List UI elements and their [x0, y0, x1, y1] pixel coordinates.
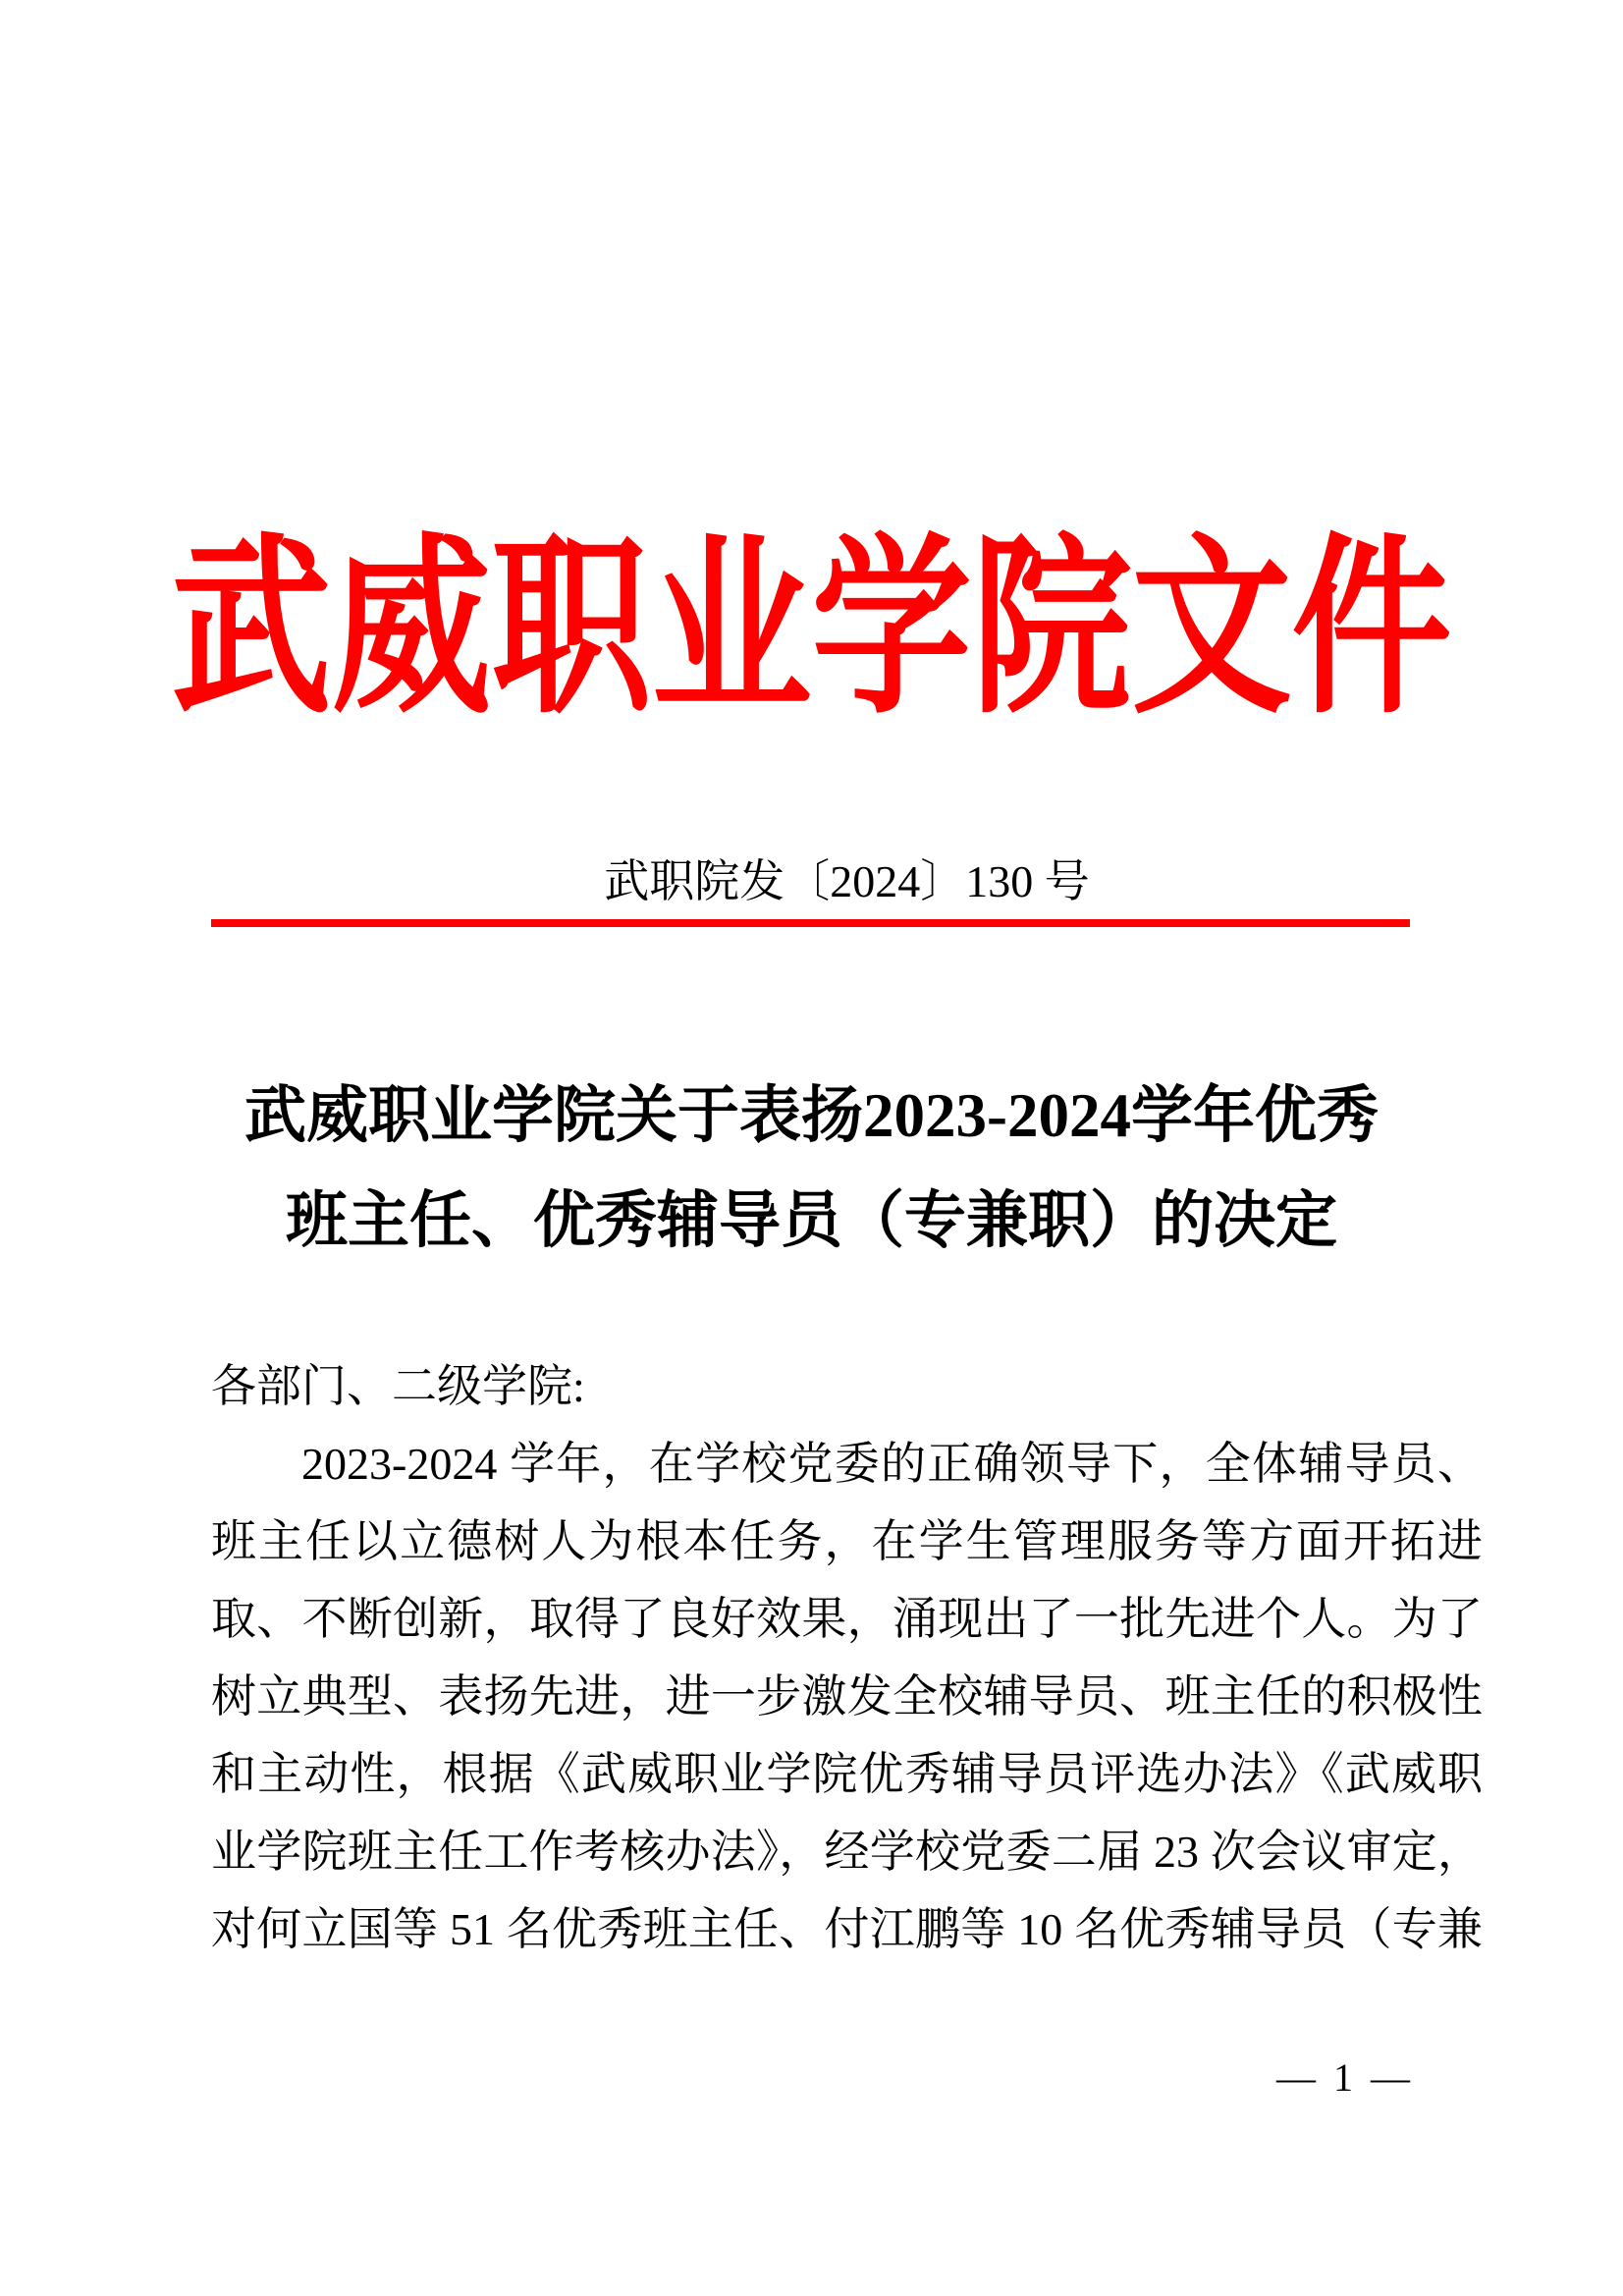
body-line: 树立典型、表扬先进，进一步激发全校辅导员、班主任的积极性 — [211, 1671, 1483, 1722]
body-line: 业学院班主任工作考核办法》，经学校党委二届 23 次会议审定， — [211, 1827, 1483, 1877]
body-text-block — [211, 1347, 1483, 1968]
document-title-line-2: 班主任、优秀辅导员（专兼职）的决定 — [286, 1186, 1337, 1255]
masthead-title: 武威职业学院文件 — [171, 524, 1452, 738]
document-title-line-1: 武威职业学院关于表扬2023-2024学年优秀 — [244, 1081, 1379, 1150]
red-divider-line — [211, 919, 1410, 927]
body-line: 取、不断创新，取得了良好效果，涌现出了一批先进个人。为了 — [211, 1594, 1483, 1644]
body-line: 班主任以立德树人为根本任务，在学生管理服务等方面开拓进 — [211, 1516, 1483, 1566]
body-line: 2023-2024 学年，在学校党委的正确领导下，全体辅导员、 — [301, 1439, 1483, 1489]
document-title — [0, 1064, 1623, 1274]
document-number: 武职院发〔2024〕130 号 — [604, 856, 1090, 906]
body-line: 和主动性，根据《武威职业学院优秀辅导员评选办法》《武威职 — [211, 1749, 1483, 1799]
salutation-line: 各部门、二级学院: — [211, 1361, 585, 1411]
body-line: 对何立国等 51 名优秀班主任、付江鹏等 10 名优秀辅导员（专兼 — [211, 1904, 1483, 1954]
page-number: — 1 — — [1276, 2055, 1414, 2100]
